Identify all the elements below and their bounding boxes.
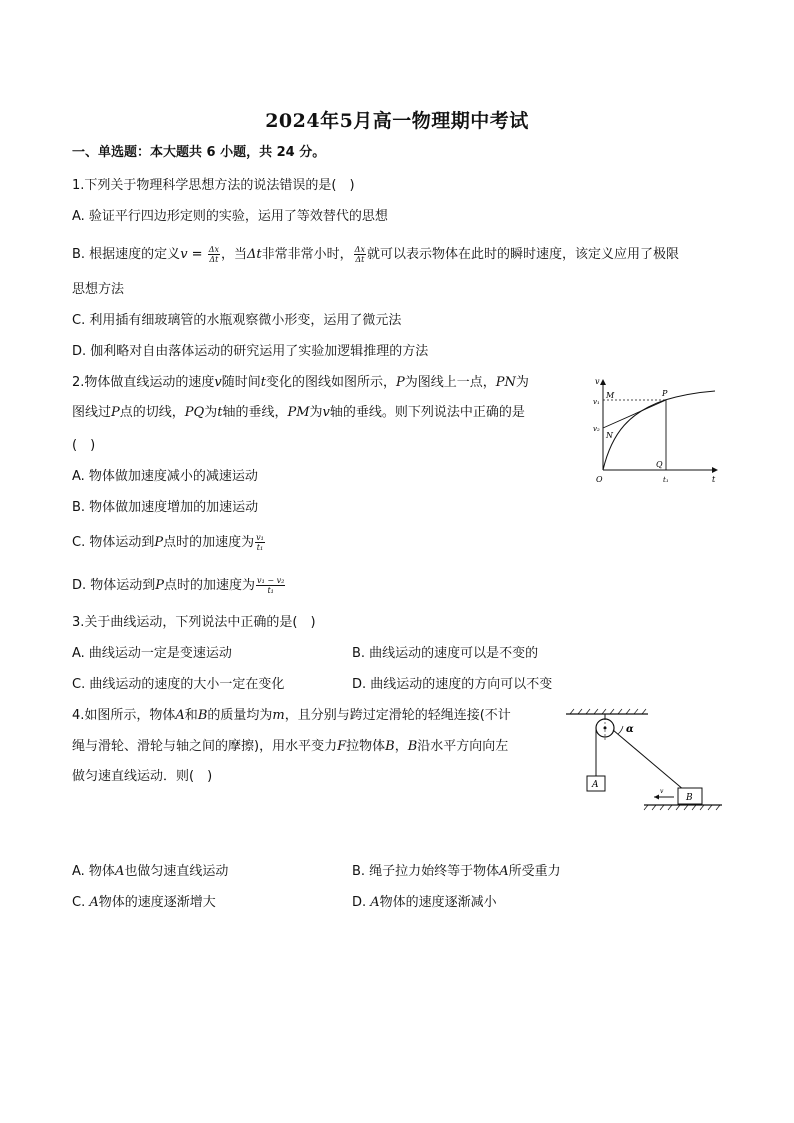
q4-var-a: A [175, 708, 185, 723]
q2-option-b: B. 物体做加速度增加的加速运动 [72, 500, 259, 515]
q2-text: 变化的图线如图所示， [266, 375, 397, 390]
q2-c-fraction [255, 533, 265, 552]
q2-text: 为 [204, 405, 218, 420]
q4-b-text: B. 绳子拉力始终等于物体 [352, 864, 500, 879]
q3-option-b: B. 曲线运动的速度可以是不变的 [352, 646, 539, 661]
q1-option-a: A. 验证平行四边形定则的实验，运用了等效替代的思想 [72, 209, 388, 224]
q2-vt-graph [590, 372, 730, 490]
q4-var-b: B [407, 739, 418, 754]
q1-b-frac-den: Δt [209, 255, 219, 264]
graph-tangent-pn [603, 400, 666, 428]
block-a-label: A [592, 780, 599, 790]
q2-var-pm: PM [287, 405, 310, 420]
q2-var-p: P [155, 578, 165, 593]
q4-var-a: A [370, 895, 380, 910]
q4-option-d [352, 894, 497, 912]
q2-c-text2: 点时的加速度为 [163, 535, 255, 550]
q1-b-text2: ，当 [221, 247, 248, 262]
graph-label-n: N [606, 431, 613, 440]
q2-var-t: t [217, 405, 223, 420]
q4-option-a [72, 863, 228, 881]
q2-text: 为 [515, 375, 529, 390]
q3-option-a: A. 曲线运动一定是变速运动 [72, 646, 232, 661]
q2-d-text2: 点时的加速度为 [164, 578, 256, 593]
angle-alpha-label: α [626, 724, 634, 735]
q2-var-p: P [154, 535, 164, 550]
q2-c-den: t₁ [256, 543, 264, 552]
q3-option-d: D. 曲线运动的速度的方向可以不变 [352, 677, 553, 692]
q4-d-text: D. [352, 895, 371, 910]
q1-option-b-cont: 思想方法 [72, 282, 125, 297]
q2-d-num: v₁ − v₂ [257, 576, 285, 585]
q4-c-text2: 物体的速度逐渐增大 [98, 895, 216, 910]
graph-label-p: P [662, 389, 668, 398]
q2-d-den: t₁ [267, 586, 274, 595]
q2-text: 2.物体做直线运动的速度 [72, 375, 215, 390]
q1-b-text: B. 根据速度的定义 [72, 247, 181, 262]
q4-c-text: C. [72, 895, 90, 910]
q4-var-a: A [499, 864, 509, 879]
q2-text: 随时间 [221, 375, 261, 390]
graph-label-o: O [596, 475, 603, 484]
q4-text: ， [394, 739, 408, 754]
q4-var-b: B [385, 739, 395, 754]
q2-text: 为图线上一点， [404, 375, 496, 390]
graph-label-v: v [595, 377, 600, 386]
q4-d-text2: 物体的速度逐渐减小 [379, 895, 497, 910]
section-heading: 一、单选题：本大题共 6 小题，共 24 分。 [72, 145, 326, 160]
q1-b-text4: 就可以表示物体在此时的瞬时速度，该定义应用了极限 [366, 247, 679, 262]
q4-var-a: A [89, 895, 99, 910]
velocity-arrow-head [654, 795, 659, 800]
q2-var-v: v [214, 375, 222, 390]
q4-b-text2: 所受重力 [508, 864, 561, 879]
ground-hatch [644, 805, 720, 810]
graph-label-v2: v₂ [593, 425, 600, 433]
q2-option-d [72, 576, 286, 595]
q4-text: 和 [184, 708, 198, 723]
q1-option-c: C. 利用插有细玻璃管的水瓶观察微小形变，运用了微元法 [72, 313, 402, 328]
q2-c-num: v₁ [256, 533, 264, 542]
q4-var-m: m [272, 708, 285, 723]
q2-c-text: C. 物体运动到 [72, 535, 155, 550]
q2-stem-line2 [72, 404, 525, 422]
q2-var-pq: PQ [184, 405, 205, 420]
q4-stem-line3: 做匀速直线运动．则( ) [72, 769, 213, 784]
q1-b-frac2-den: Δt [355, 255, 365, 264]
velocity-label: v [660, 788, 664, 795]
q4-text: 的质量均为 [207, 708, 273, 723]
q1-b-frac2-num: Δx [354, 245, 365, 254]
q1-b-eq: = [187, 247, 207, 262]
q3-stem: 3.关于曲线运动，下列说法中正确的是( ) [72, 615, 316, 630]
q1-b-fraction2 [354, 245, 366, 264]
q4-option-b [352, 863, 561, 881]
q4-text: ，且分别与跨过定滑轮的轻绳连接(不计 [284, 708, 511, 723]
q4-stem-line1 [72, 707, 511, 725]
q2-var-t: t [260, 375, 267, 390]
q2-text: 轴的垂线， [222, 405, 288, 420]
q4-var-f: F [337, 739, 347, 754]
q1-b-dt: Δt [247, 247, 262, 262]
page-title: 2024年5月高一物理期中考试 [265, 110, 529, 132]
q2-text: 轴的垂线。则下列说法中正确的是 [329, 405, 525, 420]
q2-text: 图线过 [72, 405, 112, 420]
q1-stem: 1.下列关于物理科学思想方法的说法错误的是( ) [72, 178, 355, 193]
q2-var-p: P [111, 405, 120, 420]
q2-var-pn: PN [495, 375, 516, 390]
q2-d-text: D. 物体运动到 [72, 578, 156, 593]
block-b-label: B [686, 793, 693, 803]
q1-b-frac-num: Δx [208, 245, 220, 254]
angle-arc [618, 726, 623, 734]
q4-pulley-figure [560, 700, 732, 812]
ceiling-hatch [570, 709, 646, 714]
q4-a-text2: 也做匀速直线运动 [124, 864, 229, 879]
q2-text: 点的切线， [119, 405, 185, 420]
graph-label-q: Q [656, 460, 663, 469]
graph-label-t: t [712, 475, 716, 484]
q2-text: 为 [309, 405, 323, 420]
graph-label-m: M [606, 391, 615, 400]
q1-b-fraction [208, 245, 220, 264]
q2-d-fraction [256, 576, 285, 595]
q4-option-c [72, 894, 216, 912]
q2-option-c [72, 533, 266, 552]
rope-to-b [613, 730, 684, 790]
q4-a-text: A. 物体 [72, 864, 115, 879]
q1-option-b [72, 245, 679, 264]
q4-text: 绳与滑轮、滑轮与轴之间的摩擦)，用水平变力 [72, 739, 338, 754]
q1-option-d: D. 伽利略对自由落体运动的研究运用了实验加逻辑推理的方法 [72, 344, 429, 359]
q4-text: 沿水平方向向左 [417, 739, 509, 754]
q2-var-v: v [322, 405, 330, 420]
q1-b-v: v [180, 247, 188, 262]
q4-stem-line2 [72, 738, 508, 756]
q4-var-b: B [197, 708, 208, 723]
q2-var-p: P [396, 375, 405, 390]
q4-text: 4.如图所示，物体 [72, 708, 176, 723]
q4-text: 拉物体 [346, 739, 386, 754]
q1-b-text3: 非常非常小时， [261, 247, 353, 262]
q2-stem-line3: ( ) [72, 438, 96, 453]
q4-var-a: A [114, 864, 125, 879]
q2-stem-line1 [72, 374, 529, 392]
q3-option-c: C. 曲线运动的速度的大小一定在变化 [72, 677, 285, 692]
graph-label-v1: v₁ [593, 398, 600, 406]
q2-option-a: A. 物体做加速度减小的减速运动 [72, 469, 258, 484]
graph-label-t1: t₁ [663, 476, 669, 484]
